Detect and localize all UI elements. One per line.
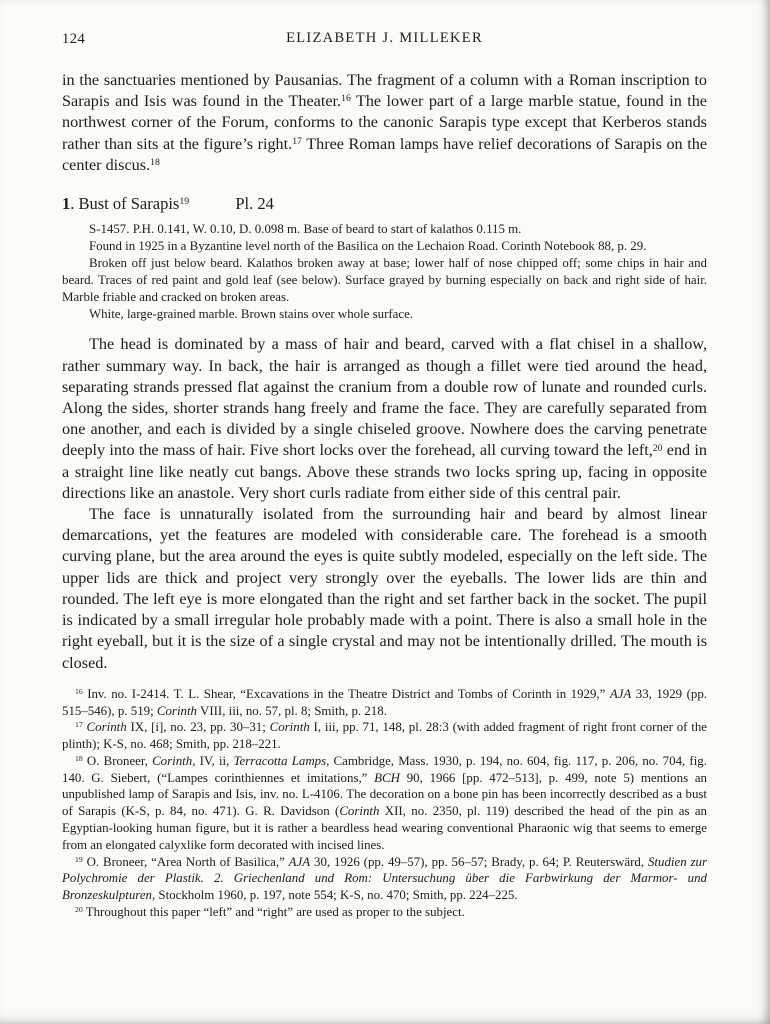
body-paragraph: The head is dominated by a mass of hair and beard, carved with a flat chisel in a shallow, rather summary way. In back, the hair is arranged as though a fillet were tied around the head, separating strands pressed flat against the cranium from a double row of lunate and rounded curls. Along the sides, shorter strands hang freely and frame the face. They are carefully separated from one another, and each is divided by a single chiseled groove. Nowhere does the carving penetrate deeply into the mass of hair. Five short locks over the forehead, all curving toward the left,$^{20}$ end in a straight line like neatly cut bangs. Above these strands two locks spring up, facing in opposite directions like an anastole. Very short curls radiate from either side of this central pair. — [62, 335, 707, 502]
main-text — [62, 334, 707, 673]
body-paragraph: The face is unnaturally isolated from the surrounding hair and beard by almost linear demarcations, yet the features are modeled with considerable care. The forehead is a smooth curving plane, but the area around the eyes is quite subtly modeled, especially on the left side. The upper lids are thick and project very strongly over the eyeballs. The lower lids are thin and rounded. The left eye is more elongated than the right and set farther back in the socket. The pupil is indicated by a small irregular hole probably made with a point. There is also a small hole in the right eyeball, but it is the size of a single crystal and may not be intentionally drilled. The mouth is closed. — [62, 505, 707, 672]
footnote-20: $^{20}$ Throughout this paper “left” and “right” are used as proper to the subject. — [75, 905, 465, 920]
page-number: 124 — [62, 31, 86, 47]
footnote-17: $^{17}$ Corinth IX, [i], no. 23, pp. 30–31; Corinth I, iii, pp. 71, 148, pl. 28:3 (with added fragment of right front corner of the plinth); K-S, no. 468; Smith, pp. 218–221. — [62, 720, 708, 752]
footnote-19: $^{19}$ O. Broneer, “Area North of Basilica,” AJA 30, 1926 (pp. 49–57), pp. 56–57; Brady, p. 64; P. Reuterswärd, Studien zur Polychromie der Plastik. 2. Griechenland und Rom: Untersuchung über die Farbwirkung der Marmor- und Bronzeskulpturen, Stockholm 1960, p. 197, note 554; K-S, no. 470; Smith, pp. 224–225. — [62, 854, 708, 903]
footnotes — [62, 686, 707, 921]
running-head: ELIZABETH J. MILLEKER — [286, 30, 483, 46]
plate-reference: Pl. 24 — [235, 194, 274, 214]
catalogue-paragraph-condition: Broken off just below beard. Kalathos broken away at base; lower half of nose chipped off; some chips in hair and beard. Traces of red paint and gold leaf (see below). Surface grayed by burning especially on back and right side of hair. Marble friable and cracked on broken areas. — [62, 255, 707, 304]
footnote-18: $^{18}$ O. Broneer, Corinth, IV, ii, Terracotta Lamps, Cambridge, Mass. 1930, p. 194, no. 604, fig. 117, p. 206, no. 704, fig. 140. G. Siebert, (“Lampes corinthiennes et imitations,” BCH 90, 1966 [pp. 472–513], p. 499, note 5) mentions an unpublished lamp of Sarapis and Isis, inv. no. L-4106. The decoration on a bone pin has been incorrectly described as a bust of Sarapis (K-S, p. 84, no. 471). G. R. Davidson (Corinth XII, no. 2350, pl. 119) described the head of the pin as an Egyptian-looking human figure, but it is rather a beardless head wearing conventional Pharaonic wig that seems to emerge from an elongated calyxlike form decorated with incised lines. — [62, 753, 708, 852]
page-header — [62, 30, 707, 50]
catalogue-entry-heading — [62, 193, 707, 214]
catalogue-paragraph-provenance: Found in 1925 in a Byzantine level north of the Basilica on the Lechaion Road. Corinth Notebook 88, p. 29. — [89, 238, 647, 253]
catalogue-description — [62, 221, 707, 322]
footnote-16: $^{16}$ Inv. no. I-2414. T. L. Shear, “Excavations in the Theatre District and Tombs of Corinth in 1929,” AJA 33, 1929 (pp. 515–546), p. 519; Corinth VIII, iii, no. 57, pl. 8; Smith, p. 218. — [62, 686, 707, 718]
catalogue-paragraph-dimensions: S-1457. P.H. 0.141, W. 0.10, D. 0.098 m. Base of beard to start of kalathos 0.115 m. — [89, 222, 522, 237]
entry-title: 1. Bust of Sarapis$^{19}$ — [62, 194, 190, 214]
catalogue-paragraph-material: White, large-grained marble. Brown stains over whole surface. — [89, 306, 414, 321]
intro-paragraph: in the sanctuaries mentioned by Pausanias. The fragment of a column with a Roman inscription to Sarapis and Isis was found in the Theater.$^{16}$ The lower part of a large marble statue, found in the northwest corner of the Forum, conforms to the canonic Sarapis type except that Kerberos stands rather than sits at the figure’s right.$^{17}$ Three Roman lamps have relief decorations of Sarapis on the center discus.$^{18}$ — [62, 71, 707, 174]
